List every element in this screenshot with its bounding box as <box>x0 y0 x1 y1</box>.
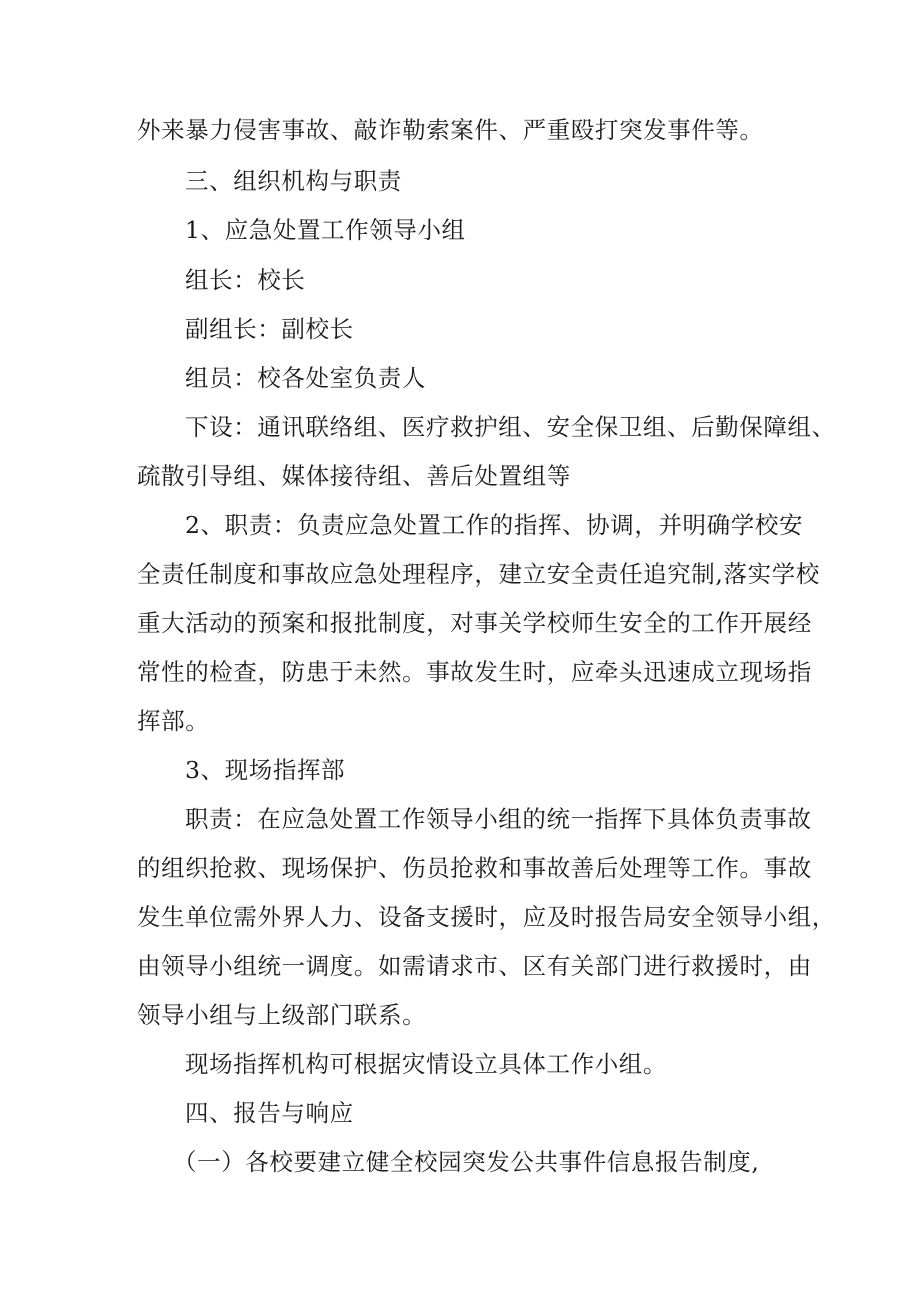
body-text-line: 现场指挥机构可根据灾情设立具体工作小组。 <box>185 1050 667 1078</box>
body-text-line: 常性的检查，防患于未然。事故发生时，应牵头迅速成立现场指 <box>137 658 812 686</box>
body-text-line: 挥部。 <box>137 707 210 735</box>
body-text-line: 全责任制度和事故应急处理程序，建立安全责任追究制,落实学校 <box>137 560 820 588</box>
body-text-line: 职责：在应急处置工作领导小组的统一指挥下具体负责事故 <box>185 805 812 833</box>
body-text-line: 组长：校长 <box>185 266 306 294</box>
body-text-line: 由领导小组统一调度。如需请求市、区有关部门进行救援时，由 <box>137 952 812 980</box>
body-text-line: 下设：通讯联络组、医疗救护组、安全保卫组、后勤保障组、 <box>185 413 836 441</box>
section-heading-organization: 三、组织机构与职责 <box>185 167 402 195</box>
body-text-line: 发生单位需外界人力、设备支援时，应及时报告局安全领导小组， <box>137 903 836 931</box>
body-text-line: 副组长：副校长 <box>185 315 354 343</box>
body-text-line: 的组织抢救、现场保护、伤员抢救和事故善后处理等工作。事故 <box>137 854 812 882</box>
body-text-line: 外来暴力侵害事故、敲诈勒索案件、严重殴打突发事件等。 <box>137 116 764 144</box>
body-text-line: 领导小组与上级部门联系。 <box>137 1001 427 1029</box>
body-text-line: 2、职责：负责应急处置工作的指挥、协调，并明确学校安 <box>185 511 804 539</box>
body-text-line: 重大活动的预案和报批制度，对事关学校师生安全的工作开展经 <box>137 609 812 637</box>
body-text-line: 疏散引导组、媒体接待组、善后处置组等 <box>137 462 571 490</box>
subsection-heading-leading-group: 1、应急处置工作领导小组 <box>185 216 466 244</box>
body-text-line: （一）各校要建立健全校园突发公共事件信息报告制度, <box>173 1148 760 1176</box>
section-heading-report-response: 四、报告与响应 <box>185 1099 354 1127</box>
body-text-line: 组员：校各处室负责人 <box>185 364 426 392</box>
subsection-heading-command-post: 3、现场指挥部 <box>185 756 346 784</box>
